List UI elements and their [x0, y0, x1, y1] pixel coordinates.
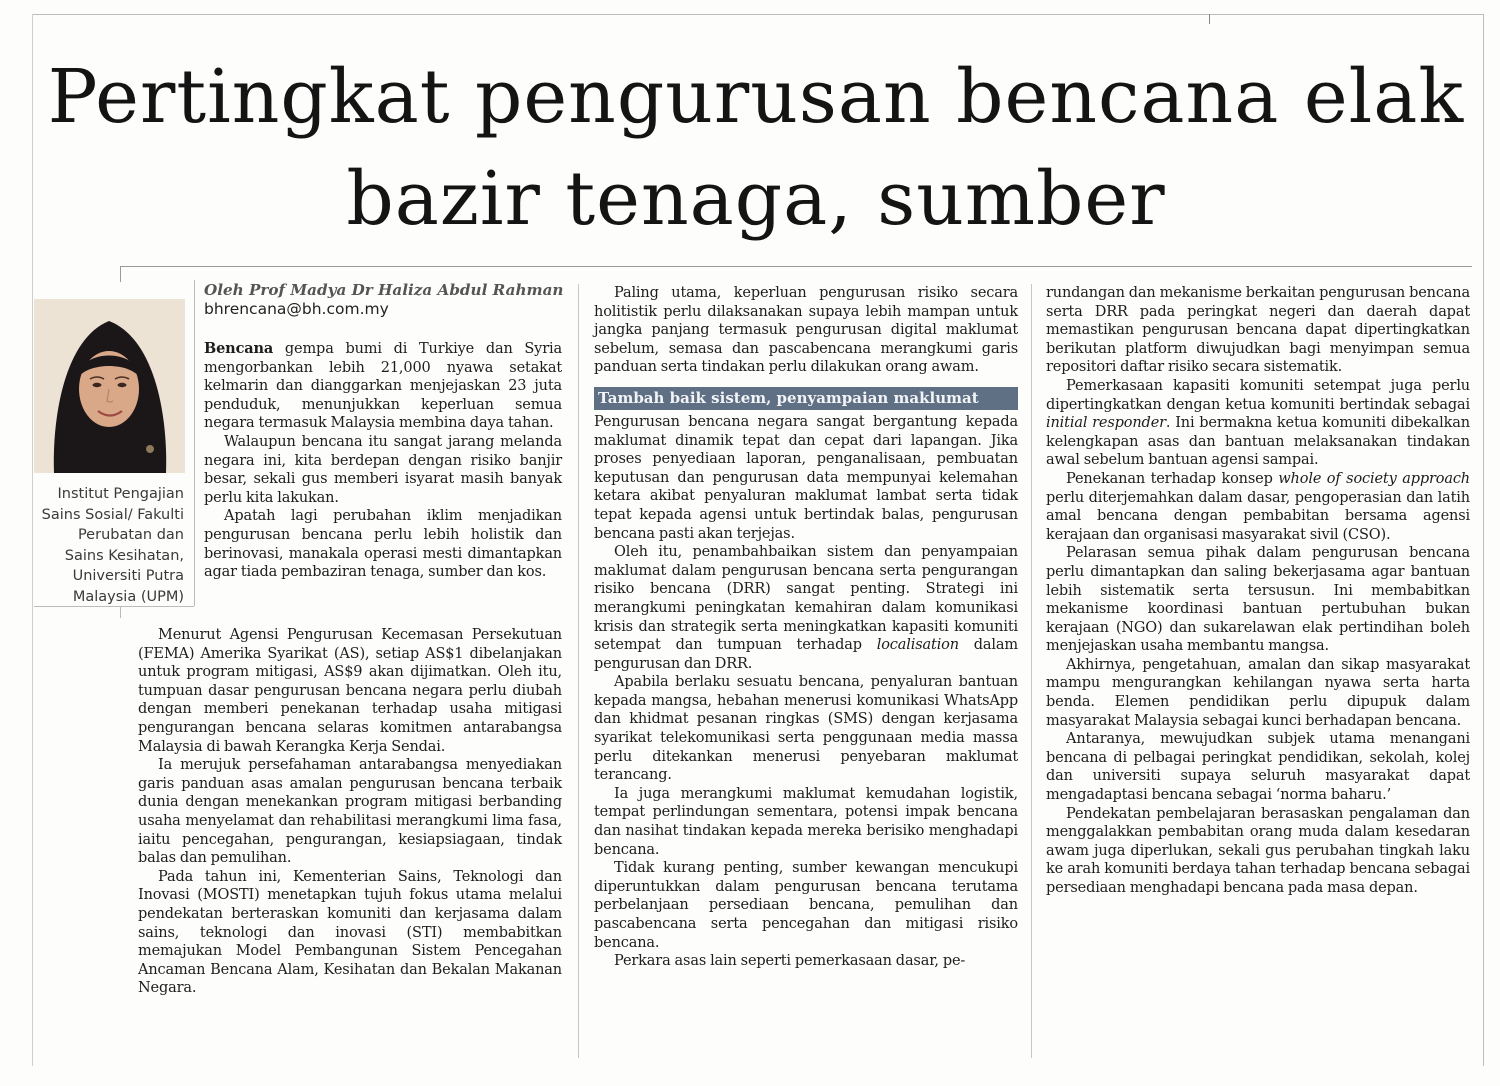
paragraph: Walaupun bencana itu sangat jarang melanda negara ini, kita berdepan dengan risiko banjir besar, sekali gus memberi isyarat masih banyak perlu kita lakukan.	[204, 433, 562, 506]
paragraph: Pelarasan semua pihak dalam pengurusan bencana perlu dimantapkan dan saling bekerjasama agar bantuan lebih sistematik serta tersusun. Ini membabitkan mekanisme koordinasi bantuan pertubuhan bukan kerajaan (NGO) dan sukarelawan elak pertindihan boleh menjejaskan usaha membantu mangsa.	[1046, 545, 1470, 655]
paragraph: Antaranya, mewujudkan subjek utama menangani bencana di pelbagai peringkat pendidikan, sekolah, kolej dan universiti supaya seluruh masyarakat dapat mengadaptasi bencana sebagai ‘norma baharu.’	[1046, 731, 1470, 804]
portrait-caption: Institut Pengajian Sains Sosial/ Fakulti Perubatan dan Sains Kesihatan, Universiti Putra Malaysia (UPM)	[41, 486, 184, 605]
paragraph: Paling utama, keperluan pengurusan risiko secara holitistik perlu dilaksanakan supaya lebih mampan untuk jangka panjang termasuk pengurusan digital maklumat sebelum, semasa dan pascabencana merangkumi garis panduan serta tindakan perlu dilakukan orang awam.	[594, 285, 1018, 376]
author-portrait	[34, 299, 185, 473]
paragraph: rundangan dan mekanisme berkaitan pengurusan bencana serta DRR pada peringkat negeri dan daerah dapat memastikan pengurusan bencana dapat dipertingkatkan berikutan platform diwujudkan bagi menyimpan semua repositori daftar risiko secara sistematik.	[1046, 285, 1470, 376]
column-1-top	[204, 340, 562, 582]
paragraph-text: dalam pengurusan dan DRR.	[594, 637, 1019, 672]
paragraph: Menurut Agensi Pengurusan Kecemasan Persekutuan (FEMA) Amerika Syarikat (AS), setiap AS$1 dibelanjakan untuk program mitigasi, AS$9 akan dijimatkan. Oleh itu, tumpuan dasar pengurusan bencana negara perlu diubah dengan memberi penekanan terhadap usaha mitigasi pengurangan bencana selaras komitmen antarabangsa Malaysia di bawah Kerangka Kerja Sendai.	[138, 627, 562, 755]
headline: Pertingkat pengurusan bencana elak bazir tenaga, sumber	[47, 54, 1465, 242]
paragraph: Akhirnya, pengetahuan, amalan dan sikap masyarakat mampu mengurangkan kehilangan nyawa serta harta benda. Elemen pendidikan perlu dipupuk dalam masyarakat Malaysia sebagai kunci berhadapan bencana.	[1046, 656, 1470, 729]
paragraph-text: perlu diterjemahkan dalam dasar, pengoperasian dan latih amal bencana dengan pembabitan bersama agensi kerajaan dan organisasi masyarakat sivil (CSO).	[1046, 489, 1470, 543]
paragraph-text: Pemerkasaan kapasiti komuniti setempat juga perlu dipertingkatkan dengan ketua komuniti bertindak sebagai	[1046, 377, 1470, 413]
paragraph-text: Penekanan terhadap konsep	[1066, 470, 1279, 487]
paragraph: Apabila berlaku sesuatu bencana, penyaluran bantuan kepada mangsa, hebahan menerusi komunikasi WhatsApp dan khidmat pesanan ringkas (SMS) dengan kerjasama syarikat telekomunikasi serta penggunaan media massa perlu ditekankan menerusi penyebaran maklumat terancang.	[594, 674, 1018, 784]
paragraph: Ia merujuk persefahaman antarabangsa menyediakan garis panduan asas amalan pengurusan bencana terbaik dunia dengan menekankan program mitigasi berbanding usaha menyelamat dan rehabilitasi merangkumi lima fasa, iaitu pencegahan, pengurangan, kesiapsiagaan, tindak balas dan pemulihan.	[138, 757, 562, 867]
subheading: Tambah baik sistem, penyampaian maklumat	[594, 387, 1018, 410]
paragraph	[1046, 377, 1470, 470]
paragraph-text: gempa bumi di Turkiye dan Syria mengorbankan lebih 21,000 nyawa setakat kelmarin dan dianggarkan menjejaskan 23 juta penduduk, menunjukkan keperluan semua negara termasuk Malaysia membina daya tahan.	[204, 341, 562, 432]
paragraph: Perkara asas lain seperti pemerkasaan dasar, pe-	[614, 953, 966, 970]
paragraph: Ia juga merangkumi maklumat kemudahan logistik, tempat perlindungan sementara, potensi impak bencana dan nasihat tindakan kepada mereka berisiko menghadapi bencana.	[594, 785, 1018, 858]
author-email[interactable]: bhrencana@bh.com.my	[204, 300, 389, 318]
headline-divider	[120, 266, 1472, 267]
byline: Oleh Prof Madya Dr Haliza Abdul Rahman	[204, 281, 564, 299]
page-border-left	[32, 14, 33, 1066]
italic-term: localisation	[876, 637, 959, 654]
paragraph: Pendekatan pembelajaran berasaskan pengalaman dan menggalakkan pembabitan orang muda dalam kesedaran awam juga diperlukan, sekali gus perubahan tingkah laku ke arah komuniti berdaya tahan terhadap bencana sebagai persediaan menghadapi bencana pada masa depan.	[1046, 805, 1470, 896]
lead-word: Bencana	[204, 340, 274, 357]
paragraph	[1046, 470, 1470, 544]
author-portrait-icon	[34, 299, 185, 473]
paragraph: Tidak kurang penting, sumber kewangan mencukupi diperuntukkan dalam pengurusan bencana terutama perbelanjaan persediaan bencana, pemulihan dan pascabencana serta pencegahan dan mitigasi risiko bencana.	[594, 860, 1018, 951]
paragraph: Apatah lagi perubahan iklim menjadikan pengurusan bencana perlu lebih holistik dan berinovasi, manakala operasi mesti dimantapkan agar tiada pembaziran tenaga, sumber dan kos.	[204, 508, 562, 581]
page-border-top	[32, 14, 1484, 15]
page-border-right	[1483, 14, 1484, 1066]
column-1-bottom	[138, 626, 562, 998]
sidebar-bottom-rule	[34, 606, 194, 607]
paragraph: Pengurusan bencana negara sangat bergantung kepada maklumat dinamik tepat dan cepat dari lapangan. Jika proses penyediaan laporan, penganalisaan, pembuatan keputusan dan pengurusan data mempunyai kelemahan ketara akibat penyaluran maklumat lambat serta tidak tepat kepada agensi untuk bertindak balas, pengurusan bencana pasti akan terjejas.	[594, 413, 1018, 542]
paragraph	[204, 340, 562, 433]
headline-divider-tick	[120, 266, 121, 282]
column-divider-1	[578, 284, 579, 1058]
crop-mark	[1209, 14, 1210, 24]
paragraph: Pada tahun ini, Kementerian Sains, Teknologi dan Inovasi (MOSTI) menetapkan tujuh fokus utama melalui pendekatan berteraskan komuniti dan kerjasama dalam sains, teknologi dan inovasi (STI) membabitkan memajukan Model Pembangunan Sistem Pencegahan Ancaman Bencana Alam, Kesihatan dan Bekalan Makanan Negara.	[138, 868, 562, 997]
column-3	[1046, 284, 1470, 898]
paragraph	[594, 543, 1018, 673]
sidebar-divider	[194, 280, 195, 606]
italic-term: initial responder	[1046, 415, 1166, 432]
column-2	[594, 284, 1018, 971]
paragraph-text: . Ini bermakna ketua komuniti dibekalkan kelengkapan asas dan bantuan melaksanakan tindakan awal sebelum bantuan agensi sampai.	[1046, 415, 1470, 469]
italic-term: whole of society approach	[1278, 470, 1470, 487]
sidebar-rule-tick	[120, 606, 121, 618]
column-divider-2	[1031, 284, 1032, 1058]
paragraph-text: Oleh itu, penambahbaikan sistem dan penyampaian maklumat dalam pengurusan bencana serta pengurangan risiko bencana (DRR) sangat penting. Strategi ini merangkumi peningkatan kemahiran dalam komunikasi krisis dan strategik serta meningkatkan kapasiti komuniti setempat dan tumpuan terhadap	[594, 544, 1018, 654]
